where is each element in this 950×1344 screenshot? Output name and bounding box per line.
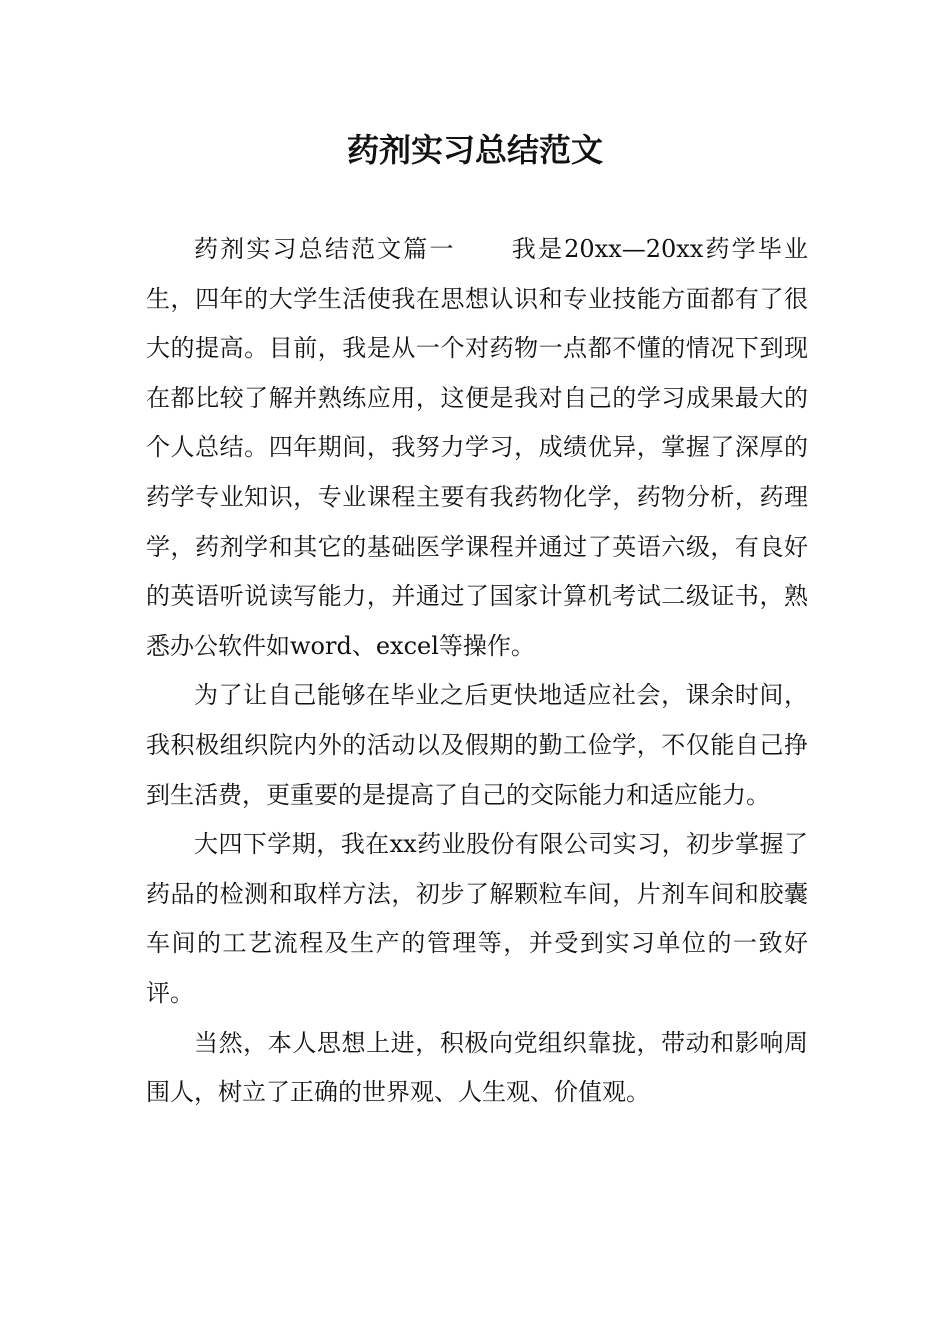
paragraph-intro: [146, 225, 808, 671]
paragraph-values: 当然，本人思想上进，积极向党组织靠拢，带动和影响周围人，树立了正确的世界观、人生观、价值观。: [146, 1028, 808, 1107]
paragraph-activities: 为了让自己能够在毕业之后更快地适应社会，课余时间，我积极组织院内外的活动以及假期的勤工俭学，不仅能自己挣到生活费，更重要的是提高了自己的交际能力和适应能力。: [146, 681, 808, 809]
paragraph-text: 我是20xx—20xx药学毕业生，四年的大学生活使我在思想认识和专业技能方面都有了很大的提高。目前，我是从一个对药物一点都不懂的情况下到现在都比较了解并熟练应用，这便是我对自己的学习成果最大的个人总结。四年期间，我努力学习，成绩优异，掌握了深厚的药学专业知识，专业课程主要有我药物化学，药物分析，药理学，药剂学和其它的基础医学课程并通过了英语六级，有良好的英语听说读写能力，并通过了国家计算机考试二级证书，熟悉办公软件如word、excel等操作。: [146, 235, 809, 660]
document-title: 药剂实习总结范文: [346, 131, 603, 169]
document-body: [146, 225, 808, 1118]
section-heading: 药剂实习总结范文篇一: [194, 235, 456, 263]
paragraph-internship: 大四下学期，我在xx药业股份有限公司实习，初步掌握了药品的检测和取样方法，初步了解颗粒车间，片剂车间和胶囊车间的工艺流程及生产的管理等，并受到实习单位的一致好评。: [146, 830, 808, 1007]
